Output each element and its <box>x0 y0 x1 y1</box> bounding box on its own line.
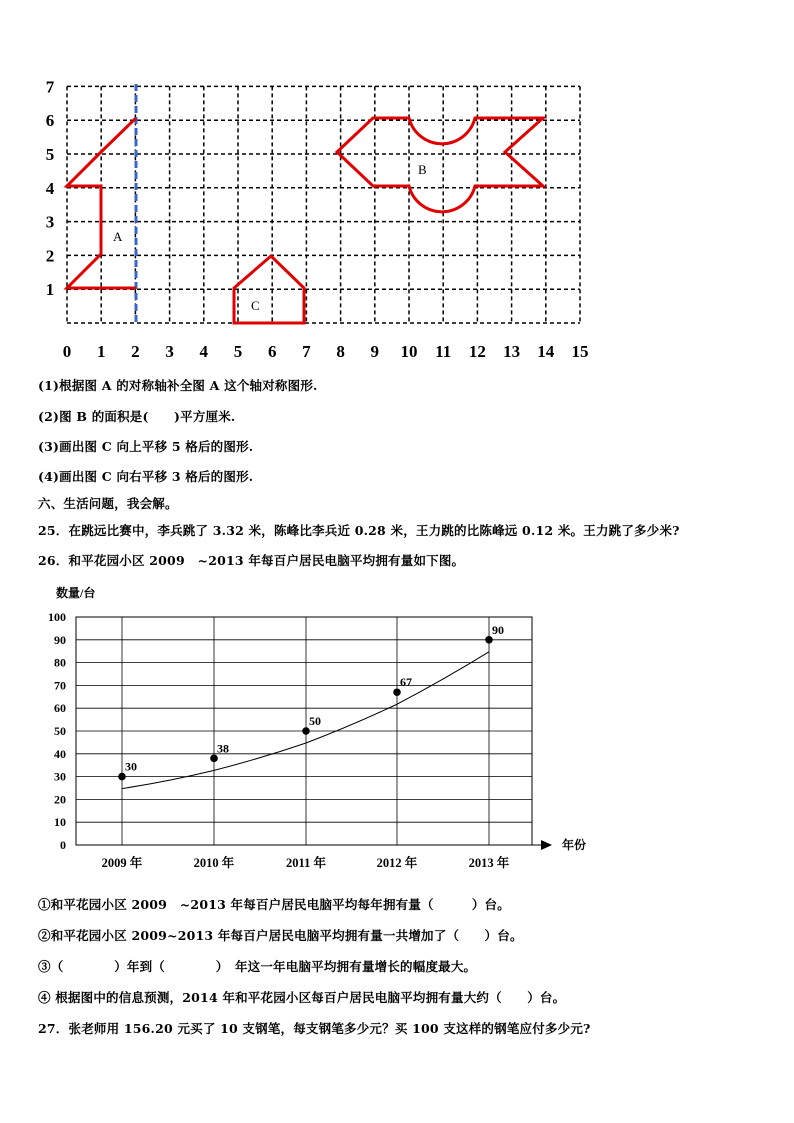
chart-x-axis-arrow <box>541 840 552 850</box>
grid-x-tick: 13 <box>503 342 521 361</box>
shape-c-label: C <box>251 298 260 313</box>
question-27: 27．张老师用 156.20 元买了 10 支钢笔，每支钢笔多少元？买 100 支这样的钢笔应付多少元? <box>38 1021 591 1036</box>
grid-y-ticks <box>46 77 55 299</box>
section-6-title: 六、生活问题，我会解。 <box>38 496 178 511</box>
grid-y-tick: 5 <box>45 145 55 164</box>
chart-point-label: 50 <box>309 714 321 728</box>
grid-x-tick: 8 <box>336 342 345 361</box>
question-25: 25．在跳远比赛中，李兵跳了 3.32 米，陈峰比李兵近 0.28 米，王力跳的比陈峰远 0.12 米。王力跳了多少米? <box>38 523 680 538</box>
chart-y-tick: 70 <box>54 678 66 693</box>
grid-y-tick: 4 <box>45 178 55 198</box>
chart-x-tick: 2012 年 <box>376 856 418 870</box>
grid-figure <box>0 0 794 370</box>
grid-x-tick: 1 <box>96 342 106 361</box>
chart-y-tick: 0 <box>60 838 66 852</box>
question-26-sub-2: ②和平花园小区 2009~2013 年每百户居民电脑平均拥有量一共增加了（ ）台。 <box>38 928 523 943</box>
chart-y-tick: 100 <box>48 610 66 624</box>
question-26-sub-3: ③（ ）年到（ ） 年这一年电脑平均拥有量增长的幅度最大。 <box>38 959 477 974</box>
chart-y-tick: 40 <box>54 746 66 761</box>
grid-x-tick: 11 <box>435 342 452 361</box>
grid-lines <box>67 86 580 323</box>
chart-point-label: 67 <box>400 675 412 690</box>
question-26-sub-1: ①和平花园小区 2009 ~2013 年每百户居民电脑平均每年拥有量（ ）台。 <box>38 897 510 912</box>
chart-point-label: 90 <box>492 622 504 637</box>
grid-question-3: (3)画出图 C 向上平移 5 格后的图形. <box>38 439 254 454</box>
line-chart <box>0 575 794 875</box>
chart-y-tick: 10 <box>54 815 66 830</box>
grid-x-tick: 9 <box>370 342 380 361</box>
grid-x-tick: 5 <box>233 342 243 361</box>
chart-x-tick: 2011 年 <box>286 856 326 870</box>
chart-point <box>118 773 126 781</box>
chart-point <box>393 688 401 696</box>
grid-x-tick: 15 <box>571 342 589 361</box>
grid-x-tick: 3 <box>165 342 174 361</box>
grid-question-1: (1)根据图 A 的对称轴补全图 A 这个轴对称图形. <box>38 378 318 393</box>
grid-x-tick: 4 <box>199 342 209 361</box>
chart-point <box>485 636 493 644</box>
chart-y-tick: 90 <box>54 632 66 647</box>
grid-y-tick: 3 <box>45 212 55 232</box>
chart-y-label: 数量/台 <box>56 586 96 600</box>
chart-point <box>210 755 218 763</box>
grid-x-ticks <box>63 342 589 361</box>
chart-y-tick: 30 <box>54 769 66 784</box>
chart-point <box>302 727 310 735</box>
chart-y-ticks <box>48 610 66 852</box>
grid-x-tick: 0 <box>62 342 72 361</box>
chart-y-tick: 60 <box>54 701 66 716</box>
grid-question-2: (2)图 B 的面积是( )平方厘米. <box>38 409 236 424</box>
grid-y-tick: 7 <box>45 77 55 97</box>
grid-x-tick: 6 <box>267 342 277 361</box>
question-26: 26．和平花园小区 2009 ~2013 年每百户居民电脑平均拥有量如下图。 <box>38 553 465 568</box>
chart-x-tick: 2013 年 <box>468 856 510 870</box>
shape-a-label: A <box>113 229 123 244</box>
grid-question-4: (4)画出图 C 向右平移 3 格后的图形. <box>38 469 254 484</box>
chart-trend-line <box>122 652 489 789</box>
grid-x-tick: 14 <box>537 342 555 361</box>
chart-y-tick: 20 <box>54 792 66 807</box>
grid-x-tick: 7 <box>302 342 311 361</box>
grid-x-tick: 2 <box>131 342 140 361</box>
grid-y-tick: 2 <box>45 246 55 266</box>
chart-x-tick: 2009 年 <box>101 856 143 870</box>
chart-y-tick: 50 <box>54 724 66 738</box>
chart-point-label: 30 <box>125 759 137 774</box>
chart-x-tick: 2010 年 <box>193 856 235 870</box>
chart-points <box>118 623 504 781</box>
grid-x-tick: 12 <box>468 342 486 361</box>
shape-b-label: B <box>418 162 427 177</box>
chart-x-ticks <box>102 855 510 870</box>
chart-x-label: 年份 <box>562 838 587 852</box>
grid-y-tick: 6 <box>45 111 55 131</box>
question-26-sub-4: ④ 根据图中的信息预测，2014 年和平花园小区每百户居民电脑平均拥有量大约（ ）台。 <box>38 990 566 1005</box>
grid-x-tick: 10 <box>400 342 418 361</box>
chart-point-label: 38 <box>217 741 229 756</box>
grid-y-tick: 1 <box>45 280 55 300</box>
chart-y-tick: 80 <box>54 655 66 670</box>
